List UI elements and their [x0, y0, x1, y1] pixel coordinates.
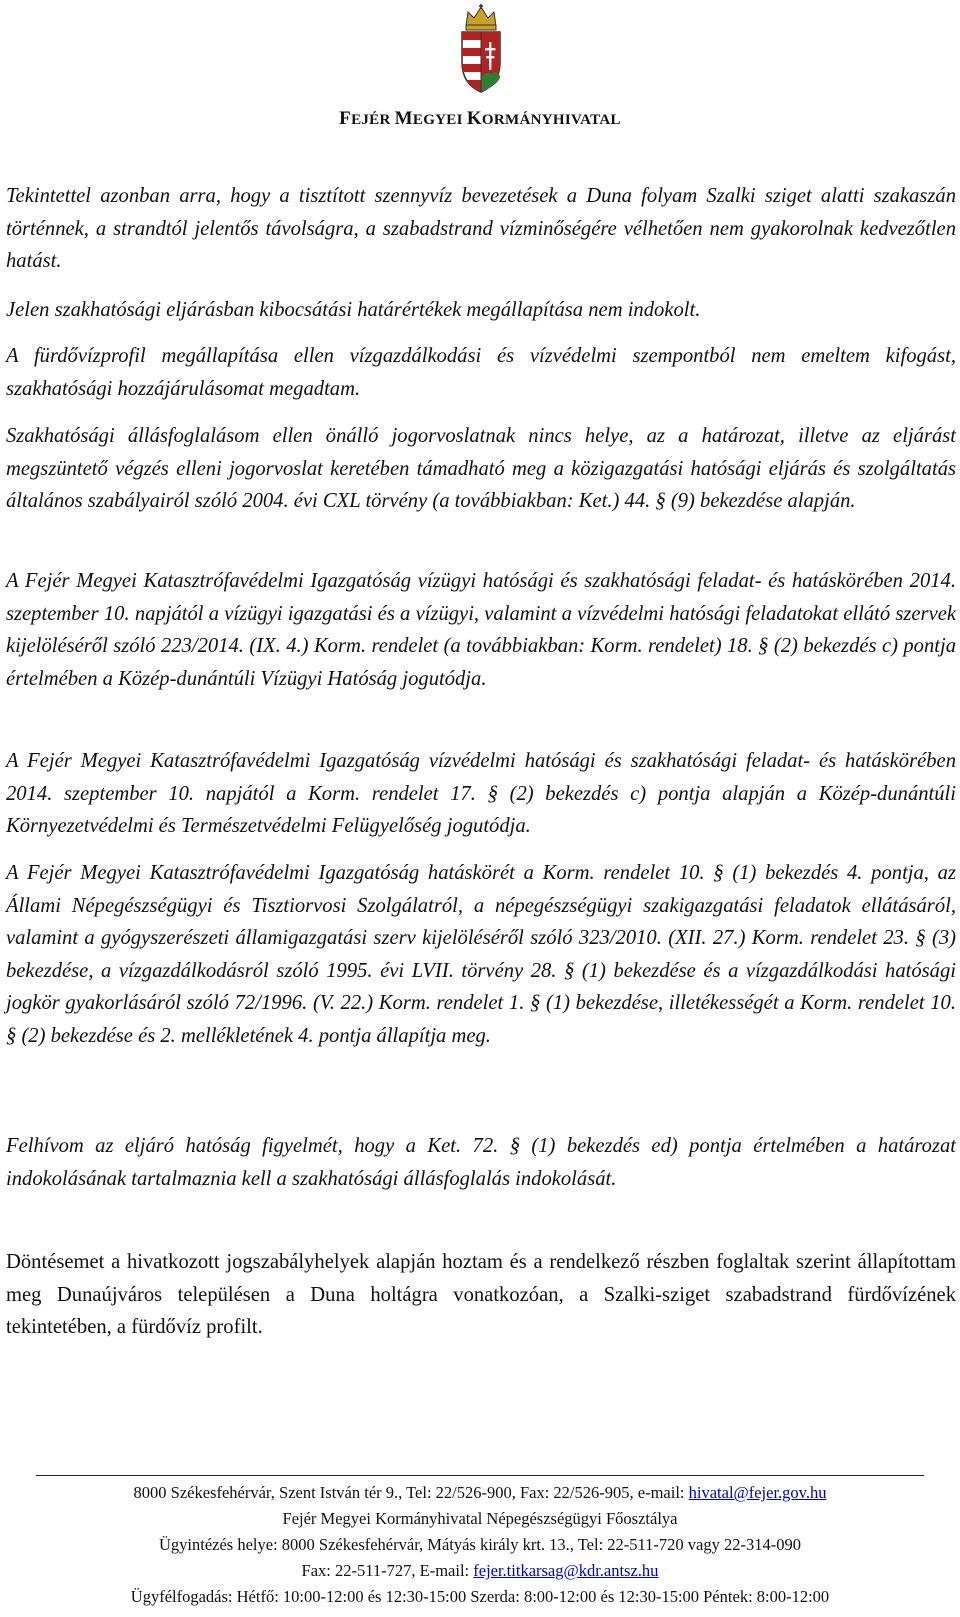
- paragraph-text: A Fejér Megyei Katasztrófavédelmi Igazgatóság vízvédelmi hatósági és szakhatósági feladat- és hatáskörében 2014. szeptember 10. napjától a Korm. rendelet 17. § (2) bekezdés c) pontja alapján a Közép-dunántúli Környezetvédelmi és Természetvédelmi Felügyelőség jogutódja.: [6, 750, 956, 837]
- office-title: FEJÉR MEGYEI KORMÁNYHIVATAL: [339, 108, 621, 129]
- footer-opening-hours: Ügyfélfogadás: Hétfő: 10:00-12:00 és 12:30-15:00 Szerda: 8:00-12:00 és 12:30-15:00 Péntek: 8:00-12:00: [130, 1587, 830, 1606]
- hungarian-coat-of-arms-icon: [456, 4, 506, 94]
- paragraph-legal-remedy: [6, 420, 956, 518]
- footer-address-line: 8000 Székesfehérvár, Szent István tér 9., Tel: 22/526-900, Fax: 22/526-905, e-mail: hivatal@fejer.gov.hu: [133, 1483, 827, 1502]
- paragraph-competence: [6, 857, 956, 1052]
- paragraph-text: Jelen szakhatósági eljárásban kibocsátási határértékek megállapítása nem indokolt.: [6, 299, 701, 321]
- paragraph-text: Tekintettel azonban arra, hogy a tisztított szennyvíz bevezetések a Duna folyam Szalki sziget alatti szakaszán történnek, a strandtól jelentős távolságra, a szabadstrand vízminőségére vélhetően nem gyakorolnak kedvezőtlen hatást.: [6, 185, 956, 272]
- footer-department: Fejér Megyei Kormányhivatal Népegészségügyi Főosztálya: [282, 1509, 678, 1528]
- paragraph-text: A Fejér Megyei Katasztrófavédelmi Igazgatóság hatáskörét a Korm. rendelet 10. § (1) bekezdés 4. pontja, az Állami Népegészségügyi és Tisztiorvosi Szolgálatról, a népegészségügyi szakigazgatási feladatok ellátásáról, valamint a gyógyszerészeti államigazgatási szerv kijelöléséről szóló 323/2010. (XII. 27.) Korm. rendelet 23. § (3) bekezdése, a vízgazdálkodásról szóló 1995. évi LVII. törvény 28. § (1) bekezdése és a vízgazdálkodási hatósági jogkör gyakorlásáról szóló 72/1996. (V. 22.) Korm. rendelet 1. § (1) bekezdése, illetékességét a Korm. rendelet 10. § (2) bekezdése és 2. mellékletének 4. pontja állapítja meg.: [6, 862, 956, 1047]
- footer-divider: [36, 1475, 924, 1476]
- paragraph-successor-water-authority: [6, 565, 956, 695]
- letterhead: [0, 0, 960, 140]
- paragraph-consent: [6, 340, 956, 405]
- paragraph-notice: [6, 1130, 956, 1195]
- paragraph-emission-limits: [6, 294, 956, 327]
- paragraph-text: Felhívom az eljáró hatóság figyelmét, hogy a Ket. 72. § (1) bekezdés ed) pontja értelmében a határozat indokolásának tartalmaznia kell a szakhatósági állásfoglalás indokolását.: [6, 1135, 956, 1190]
- footer-office-location: Ügyintézés helye: 8000 Székesfehérvár, Mátyás király krt. 13., Tel: 22-511-720 vagy 22-314-090: [159, 1535, 801, 1554]
- department-email-link[interactable]: fejer.titkarsag@kdr.antsz.hu: [473, 1561, 659, 1580]
- paragraph-text: A fürdővízprofil megállapítása ellen vízgazdálkodási és vízvédelmi szempontból nem emeltem kifogást, szakhatósági hozzájárulásomat megadtam.: [6, 345, 956, 400]
- paragraph-text: Döntésemet a hivatkozott jogszabályhelyek alapján hoztam és a rendelkező részben foglaltak szerint állapítottam meg Dunaújváros településen a Duna holtágra vonatkozóan, a Szalki-sziget szabadstrand fürdővízének tekintetében, a fürdővíz profilt.: [6, 1251, 956, 1338]
- paragraph-text: A Fejér Megyei Katasztrófavédelmi Igazgatóság vízügyi hatósági és szakhatósági feladat- és hatáskörében 2014. szeptember 10. napjától a vízügyi igazgatási és a vízügyi, valamint a vízvédelmi hatósági feladatokat ellátó szervek kijelöléséről szóló 223/2014. (IX. 4.) Korm. rendelet (a továbbiakban: Korm. rendelet) 18. § (2) bekezdés c) pontja értelmében a Közép-dunántúli Vízügyi Hatóság jogutódja.: [6, 570, 956, 690]
- footer: [0, 1480, 960, 1610]
- footer-fax-line: Fax: 22-511-727, E-mail: fejer.titkarsag@kdr.antsz.hu: [301, 1561, 659, 1580]
- paragraph-decision: [6, 1246, 956, 1344]
- paragraph-successor-environment-authority: [6, 745, 956, 843]
- paragraph-wastewater-effect: [6, 180, 956, 278]
- paragraph-text: Szakhatósági állásfoglalásom ellen önálló jogorvoslatnak nincs helye, az a határozat, illetve az eljárást megszüntető végzés elleni jogorvoslat keretében támadható meg a közigazgatási hatósági eljárás és szolgáltatás általános szabályairól szóló 2004. évi CXL törvény (a továbbiakban: Ket.) 44. § (9) bekezdése alapján.: [6, 425, 956, 512]
- office-email-link[interactable]: hivatal@fejer.gov.hu: [688, 1483, 827, 1502]
